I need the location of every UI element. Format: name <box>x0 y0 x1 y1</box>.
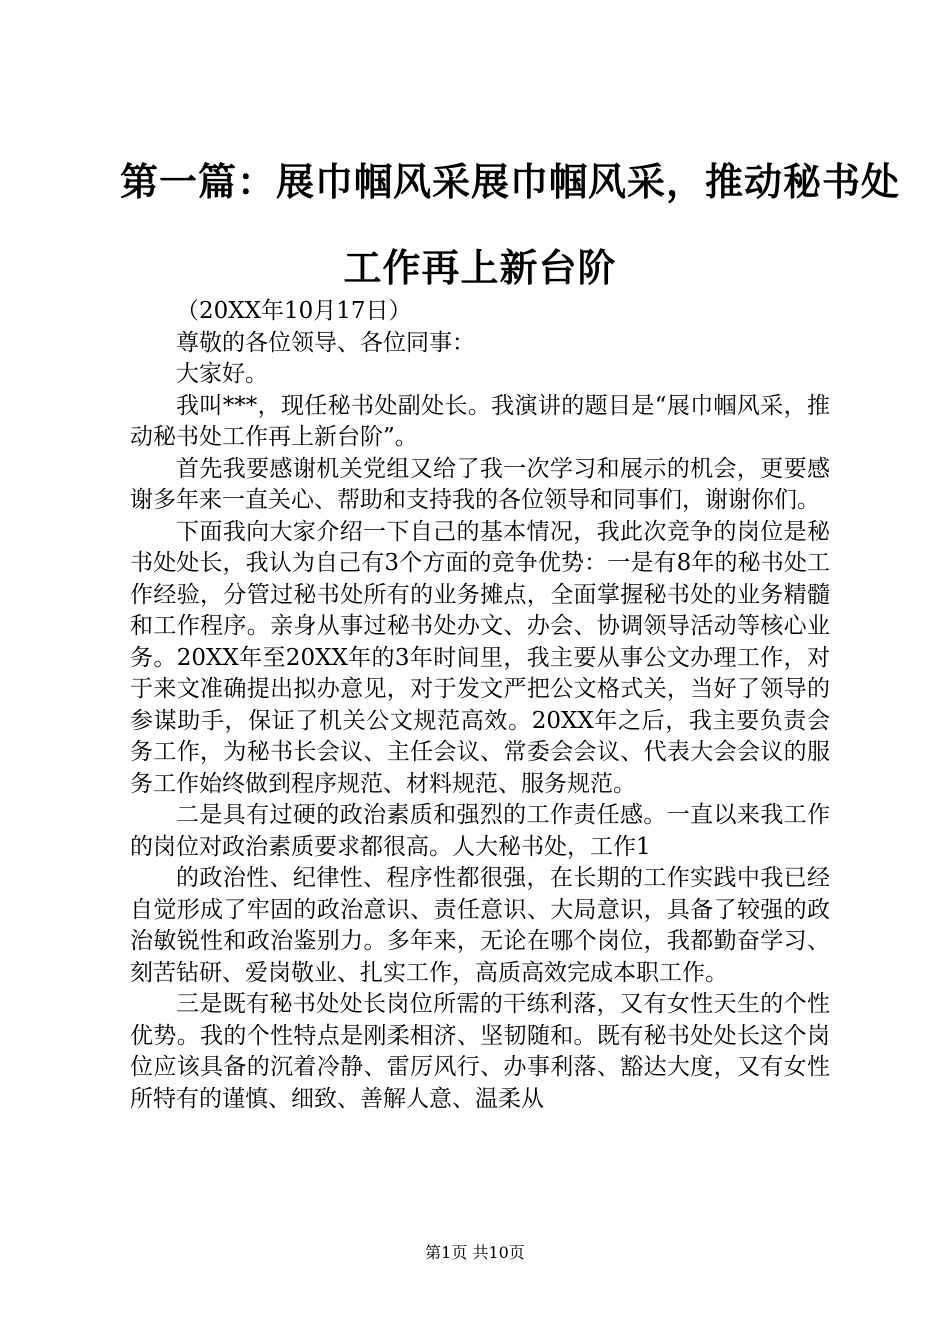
document-title-line-2: 工作再上新台阶 <box>343 245 617 290</box>
body-paragraph: 下面我向大家介绍一下自己的基本情况，我此次竞争的岗位是秘书处处长，我认为自己有3个方面的竞争优势：一是有8年的秘书处工作经验，分管过秘书处所有的业务摊点，全面掌握秘书处的业务精髓和工作程序。亲身从事过秘书处办文、办会、协调领导活动等核心业务。20XX年至20XX年的3年时间里，我主要从事公文办理工作，对于来文准确提出拟办意见，对于发文严把公文格式关，当好了领导的参谋助手，保证了机关公文规范高效。20XX年之后，我主要负责会务工作，为秘书长会议、主任会议、常委会会议、代表大会会议的服务工作始终做到程序规范、材料规范、服务规范。 <box>130 518 830 797</box>
document-body <box>130 296 830 1115</box>
page-number-footer: 第1页 共10页 <box>425 1243 525 1262</box>
body-paragraph: 的政治性、纪律性、程序性都很强，在长期的工作实践中我已经自觉形成了牢固的政治意识、责任意识、大局意识，具备了较强的政治敏锐性和政治鉴别力。多年来，无论在哪个岗位，我都勤奋学习、刻苦钻研、爱岗敬业、扎实工作，高质高效完成本职工作。 <box>130 865 830 986</box>
salutation: 尊敬的各位领导、各位同事： <box>176 329 475 356</box>
document-title-line-1: 第一篇：展巾帼风采展巾帼风采，推动秘书处 <box>120 159 901 204</box>
greeting: 大家好。 <box>176 361 268 387</box>
body-paragraph: 首先我要感谢机关党组又给了我一次学习和展示的机会，更要感谢多年来一直关心、帮助和支持我的各位领导和同事们，谢谢你们。 <box>130 455 830 513</box>
date-line: （20XX年10月17日） <box>176 298 412 324</box>
body-paragraph: 我叫***，现任秘书处副处长。我演讲的题目是“展巾帼风采，推动秘书处工作再上新台阶”。 <box>130 392 830 450</box>
body-paragraph: 二是具有过硬的政治素质和强烈的工作责任感。一直以来我工作的岗位对政治素质要求都很高。人大秘书处，工作1 <box>130 802 830 860</box>
body-paragraph: 三是既有秘书处处长岗位所需的干练利落，又有女性天生的个性优势。我的个性特点是刚柔相济、坚韧随和。既有秘书处处长这个岗位应该具备的沉着冷静、雷厉风行、办事利落、豁达大度，又有女性所特有的谨慎、细致、善解人意、温柔从 <box>130 991 830 1112</box>
